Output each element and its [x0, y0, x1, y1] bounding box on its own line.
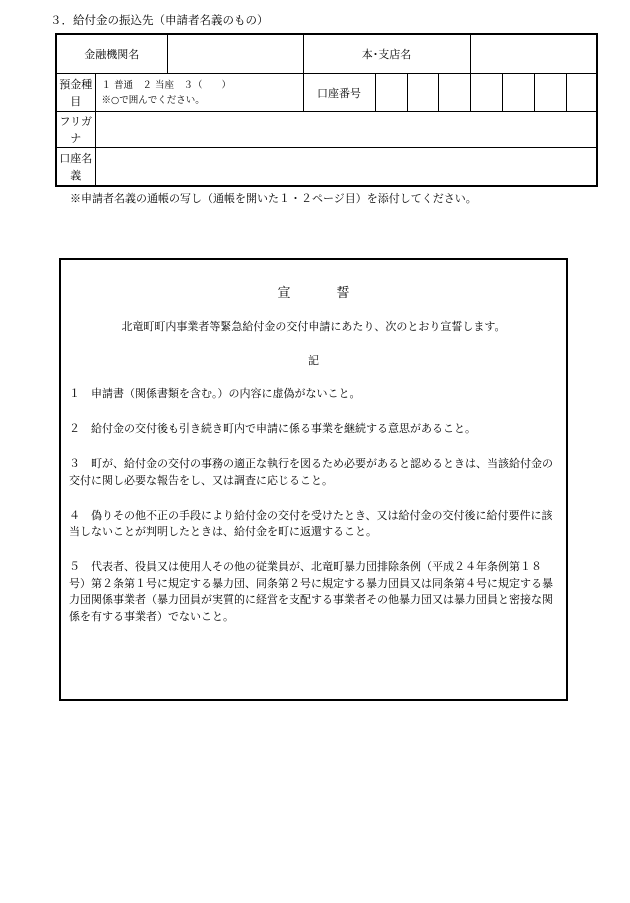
passbook-note: ※申請者名義の通帳の写し（通帳を開いた１・２ページ目）を添付してください。	[70, 192, 477, 205]
oath-item-text: 代表者、役員又は使用人その他の従業員が、北竜町暴力団排除条例（平成２４年条例第１８号）第２条第１号に規定する暴力団、同条第２号に規定する暴力団員又は同条第４号に規定する暴力団関係事業者（暴力団員が実質的に経営を支配する事業者その他暴力団又は暴力団員と密接な関係を有する事業者）でないこと。	[69, 560, 553, 623]
account-type-options: １ 普通 ２ 当座 ３（ ）	[101, 79, 232, 91]
oath-item	[69, 559, 558, 625]
account-type-label: 預金種目	[56, 74, 95, 112]
oath-item-number: ５	[69, 560, 80, 573]
oath-item	[69, 508, 558, 541]
oath-item	[69, 386, 558, 403]
oath-ki: 記	[308, 354, 319, 367]
oath-item-number: ４	[69, 508, 80, 522]
oath-item-number: ２	[69, 422, 80, 435]
account-number-label: 口座番号	[303, 74, 375, 112]
oath-item-number: ３	[69, 457, 80, 470]
institution-label: 金融機関名	[56, 34, 167, 74]
institution-field[interactable]	[167, 34, 303, 74]
branch-field[interactable]	[470, 34, 597, 74]
oath-items	[69, 386, 558, 644]
bank-account-table	[55, 33, 598, 187]
oath-item-text: 町が、給付金の交付の事務の適正な執行を図るため必要があると認めるときは、当該給付金の交付に関し必要な報告をし、又は調査に応じること。	[69, 457, 553, 487]
holder-label: 口座名義	[56, 148, 95, 187]
furigana-field[interactable]	[95, 112, 597, 148]
oath-intro: 北竜町町内事業者等緊急給付金の交付申請にあたり、次のとおり宣誓します。	[121, 320, 506, 333]
account-type-field[interactable]	[95, 74, 303, 112]
oath-item-number: １	[69, 387, 80, 400]
account-digit-4[interactable]	[470, 74, 502, 112]
account-digit-7[interactable]	[566, 74, 597, 112]
account-type-note: ※○で囲んでください。	[101, 94, 205, 106]
section-title: ３．給付金の振込先（申請者名義のもの）	[50, 13, 269, 27]
branch-label: 本･支店名	[303, 34, 470, 74]
holder-field[interactable]	[95, 148, 597, 187]
oath-box	[59, 258, 568, 701]
oath-item-text: 給付金の交付後も引き続き町内で申請に係る事業を継続する意思があること。	[91, 422, 476, 435]
oath-item	[69, 456, 558, 489]
oath-item	[69, 421, 558, 438]
account-digit-3[interactable]	[438, 74, 470, 112]
account-digit-2[interactable]	[407, 74, 438, 112]
account-digit-6[interactable]	[534, 74, 566, 112]
oath-item-text: 申請書（関係書類を含む。）の内容に虚偽がないこと。	[91, 387, 361, 400]
oath-title: 宣誓	[277, 286, 396, 301]
account-digit-1[interactable]	[375, 74, 407, 112]
account-digit-5[interactable]	[502, 74, 534, 112]
oath-item-text: 偽りその他不正の手段により給付金の交付を受けたとき、又は給付金の交付後に給付要件に該当しないことが判明したときは、給付金を町に返還すること。	[69, 508, 553, 538]
furigana-label: フリガナ	[56, 112, 95, 148]
